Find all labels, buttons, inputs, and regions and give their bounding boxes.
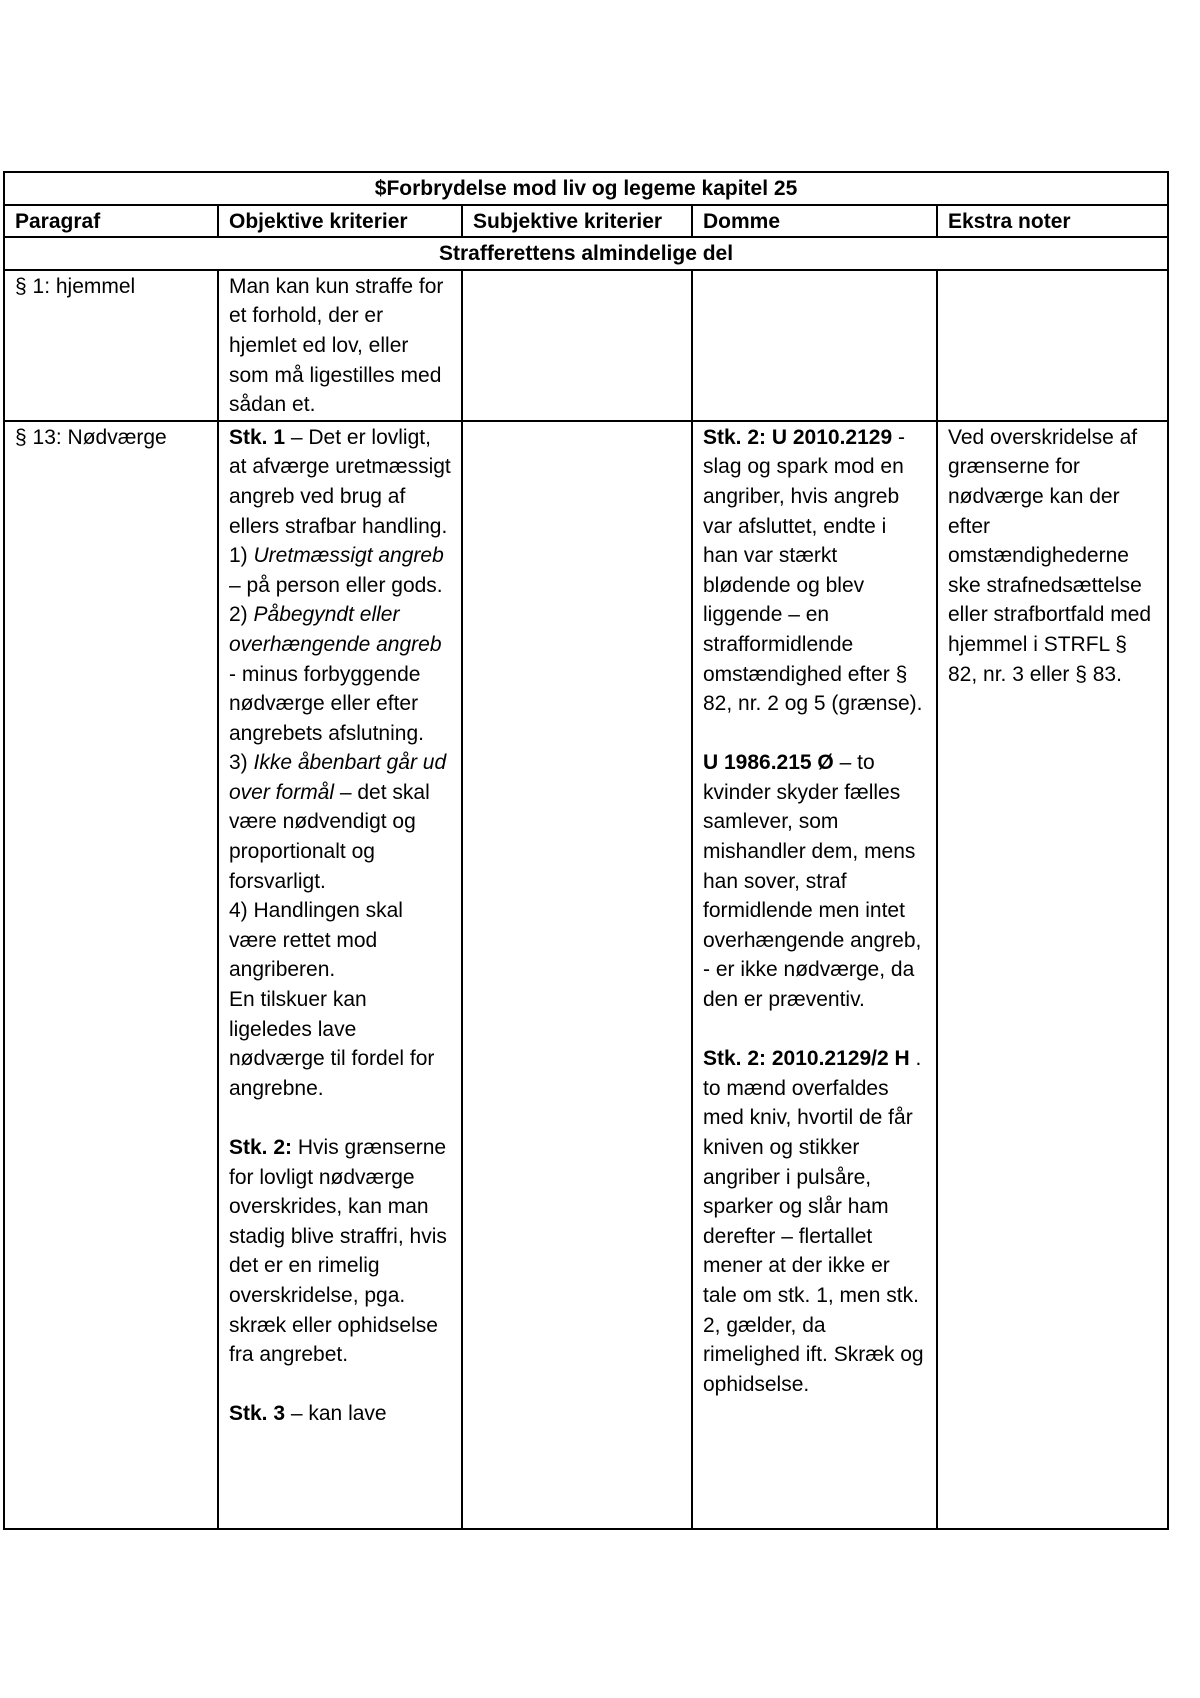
stk3-label: Stk. 3 (229, 1402, 286, 1426)
row1-paragraf: § 1: hjemmel (4, 270, 218, 421)
row2-noter: Ved overskridelse af grænserne for nødværge kan der efter omstændighederne ske strafnedsættelse eller strafbortfald med hjemmel i STRFL § 82, nr. 3 eller § 83. (937, 421, 1168, 1529)
dom-1-label: Stk. 2: U 2010.2129 (703, 425, 893, 449)
spacer (703, 719, 926, 749)
stk3-paragraph (229, 1399, 451, 1429)
dom-3-label: Stk. 2: 2010.2129/2 H (703, 1047, 910, 1071)
dom-2 (703, 748, 926, 1014)
row1-domme (692, 270, 937, 421)
point-1-title: Uretmæssigt angreb (253, 544, 444, 568)
dom-3-text: . to mænd overfaldes med kniv, hvortil de får kniven og stikker angriber i pulsåre, sparker og slår ham derefter – flertallet mener at der ikke er tale om stk. 1, men stk. 2, gælder, da rimelighed ift. Skræk og ophidselse. (703, 1047, 924, 1396)
stk2-text: Hvis grænserne for lovligt nødværge overskrides, kan man stadig blive straffri, hvis det er en rimelig overskridelse, pga. skræk eller ophidselse fra angrebet. (229, 1136, 447, 1367)
row2-objektive (218, 421, 462, 1529)
point-2-note: - minus forbyggende nødværge eller efter angrebets afslutning. (229, 662, 424, 745)
column-header-paragraf: Paragraf (4, 205, 218, 238)
point-1 (229, 541, 451, 600)
point-1-number: 1) (229, 544, 254, 568)
column-header-subjektive: Subjektive kriterier (462, 205, 692, 238)
point-3-number: 3) (229, 751, 254, 775)
row1-subjektive (462, 270, 692, 421)
dom-2-label: U 1986.215 Ø (703, 751, 834, 775)
row1-objektive: Man kan kun straffe for et forhold, der er hjemlet ed lov, eller som må ligestilles med sådan et. (218, 270, 462, 421)
dom-1-text: - slag og spark mod en angriber, hvis angreb var afsluttet, endte i han var stærkt blødende og blev liggende – en strafformidlende omstændighed efter § 82, nr. 2 og 5 (grænse). (703, 425, 923, 716)
row1-noter (937, 270, 1168, 421)
spacer (703, 1015, 926, 1045)
stk3-text: – kan lave (285, 1402, 387, 1426)
point-2 (229, 600, 451, 659)
point-3 (229, 748, 451, 896)
point-3-title: Ikke åbenbart går ud over formål (229, 751, 447, 804)
table-row (4, 270, 1168, 421)
dom-2-text: – to kvinder skyder fælles samlever, som mishandler dem, mens han sover, straf formidlende men intet overhængende angreb, - er ikke nødværge, da den er præventiv. (703, 751, 922, 1012)
point-3-text: – det skal være nødvendigt og proportionalt og forsvarligt. (229, 780, 430, 893)
stk2-paragraph (229, 1133, 451, 1370)
legal-table (3, 171, 1169, 1530)
stk2-label: Stk. 2: (229, 1136, 293, 1159)
spacer (229, 1370, 451, 1400)
point-2-number: 2) (229, 603, 254, 627)
spacer (229, 1103, 451, 1133)
row2-subjektive (462, 421, 692, 1529)
tilskuer-paragraph: En tilskuer kan ligeledes lave nødværge til fordel for angrebne. (229, 988, 435, 1100)
table-row (4, 421, 1168, 1529)
stk1-text: – Det er lovligt, at afværge uretmæssigt angreb ved brug af ellers strafbar handling. (229, 425, 451, 538)
stk1-paragraph (229, 423, 451, 541)
section-heading: Strafferettens almindelige del (4, 237, 1168, 270)
row2-paragraf: § 13: Nødværge (4, 421, 218, 1529)
column-header-noter: Ekstra noter (937, 205, 1168, 238)
table-title: $Forbrydelse mod liv og legeme kapitel 25 (4, 172, 1168, 205)
dom-1 (703, 423, 926, 719)
column-header-domme: Domme (692, 205, 937, 238)
column-header-objektive: Objektive kriterier (218, 205, 462, 238)
point-1-text: – på person eller gods. (229, 573, 443, 597)
point-4: 4) Handlingen skal være rettet mod angriberen. (229, 899, 403, 982)
stk1-label: Stk. 1 (229, 425, 286, 449)
row2-domme (692, 421, 937, 1529)
point-2-title: Påbegyndt eller overhængende angreb (229, 603, 442, 656)
dom-3 (703, 1044, 926, 1399)
